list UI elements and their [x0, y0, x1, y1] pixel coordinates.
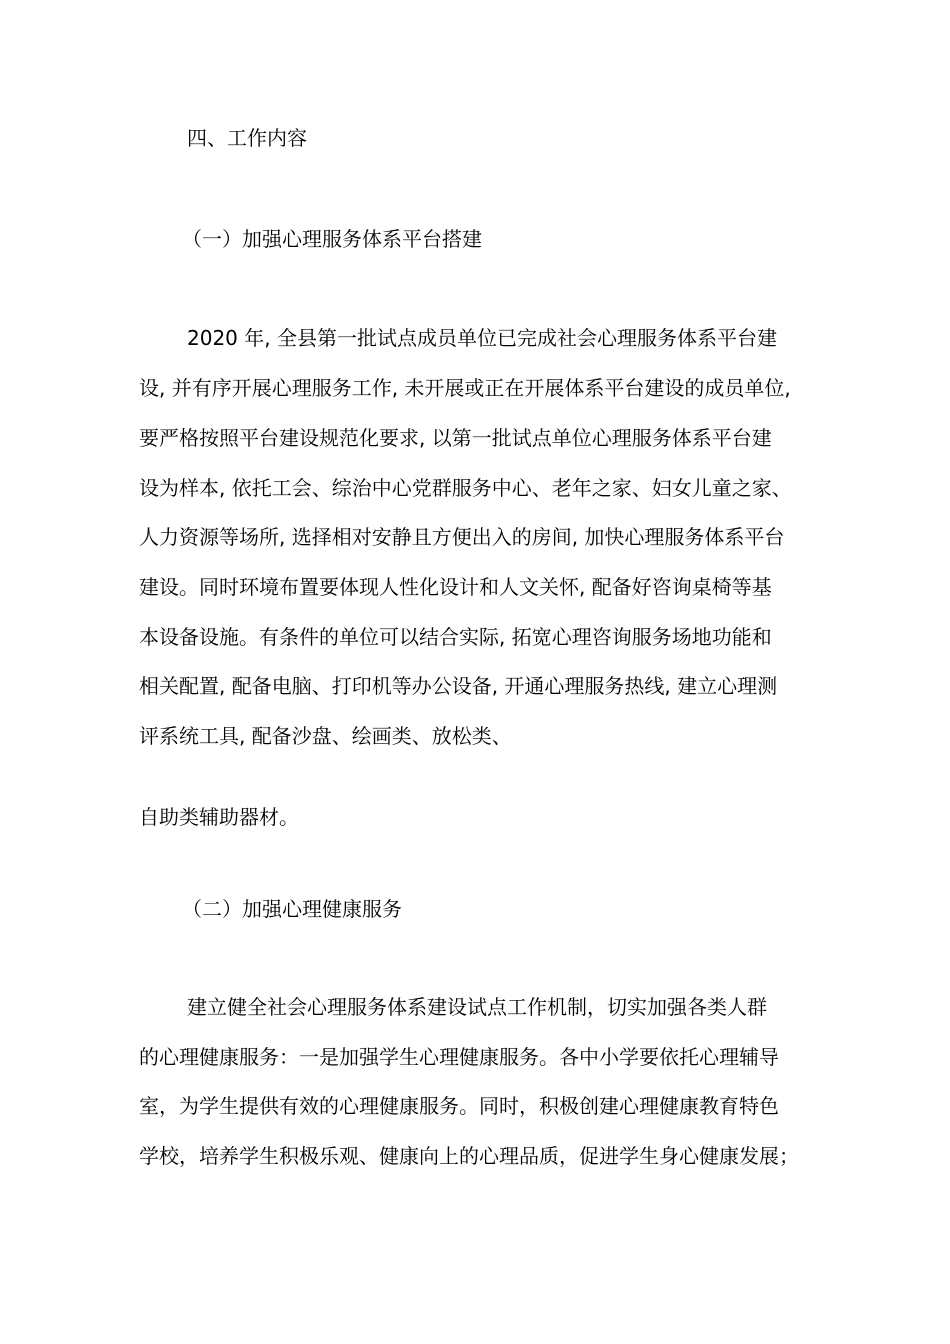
paragraph-line: 人力资源等场所, 选择相对安静且方便出入的房间, 加快心理服务体系平台 — [139, 525, 785, 549]
paragraph-continuation: 自助类辅助器材。 — [139, 805, 299, 829]
paragraph-line: 设, 并有序开展心理服务工作, 未开展或正在开展体系平台建设的成员单位, — [139, 376, 791, 400]
section-heading: 四、工作内容 — [187, 126, 307, 150]
paragraph-line: 建立健全社会心理服务体系建设试点工作机制，切实加强各类人群 — [187, 995, 767, 1019]
paragraph-line: 室，为学生提供有效的心理健康服务。同时，积极创建心理健康教育特色 — [139, 1094, 779, 1118]
paragraph-line: 设为样本, 依托工会、综治中心党群服务中心、老年之家、妇女儿童之家、 — [139, 476, 792, 500]
paragraph-line: 2020 年, 全县第一批试点成员单位已完成社会心理服务体系平台建 — [187, 326, 777, 350]
paragraph-line: 相关配置, 配备电脑、打印机等办公设备, 开通心理服务热线, 建立心理测 — [139, 674, 778, 698]
subsection-heading-1: （一）加强心理服务体系平台搭建 — [182, 227, 482, 251]
paragraph-line: 本设备设施。有条件的单位可以结合实际, 拓宽心理咨询服务场地功能和 — [139, 625, 772, 649]
paragraph-line: 评系统工具, 配备沙盘、绘画类、放松类、 — [139, 724, 512, 748]
paragraph-line: 要严格按照平台建设规范化要求, 以第一批试点单位心理服务体系平台建 — [139, 426, 772, 450]
paragraph-line: 的心理健康服务：一是加强学生心理健康服务。各中小学要依托心理辅导 — [139, 1045, 779, 1069]
paragraph-line: 建设。同时环境布置要体现人性化设计和人文关怀, 配备好咨询桌椅等基 — [139, 575, 772, 599]
subsection-heading-2: （二）加强心理健康服务 — [182, 897, 402, 921]
paragraph-line: 学校，培养学生积极乐观、健康向上的心理品质，促进学生身心健康发展； — [139, 1144, 799, 1168]
